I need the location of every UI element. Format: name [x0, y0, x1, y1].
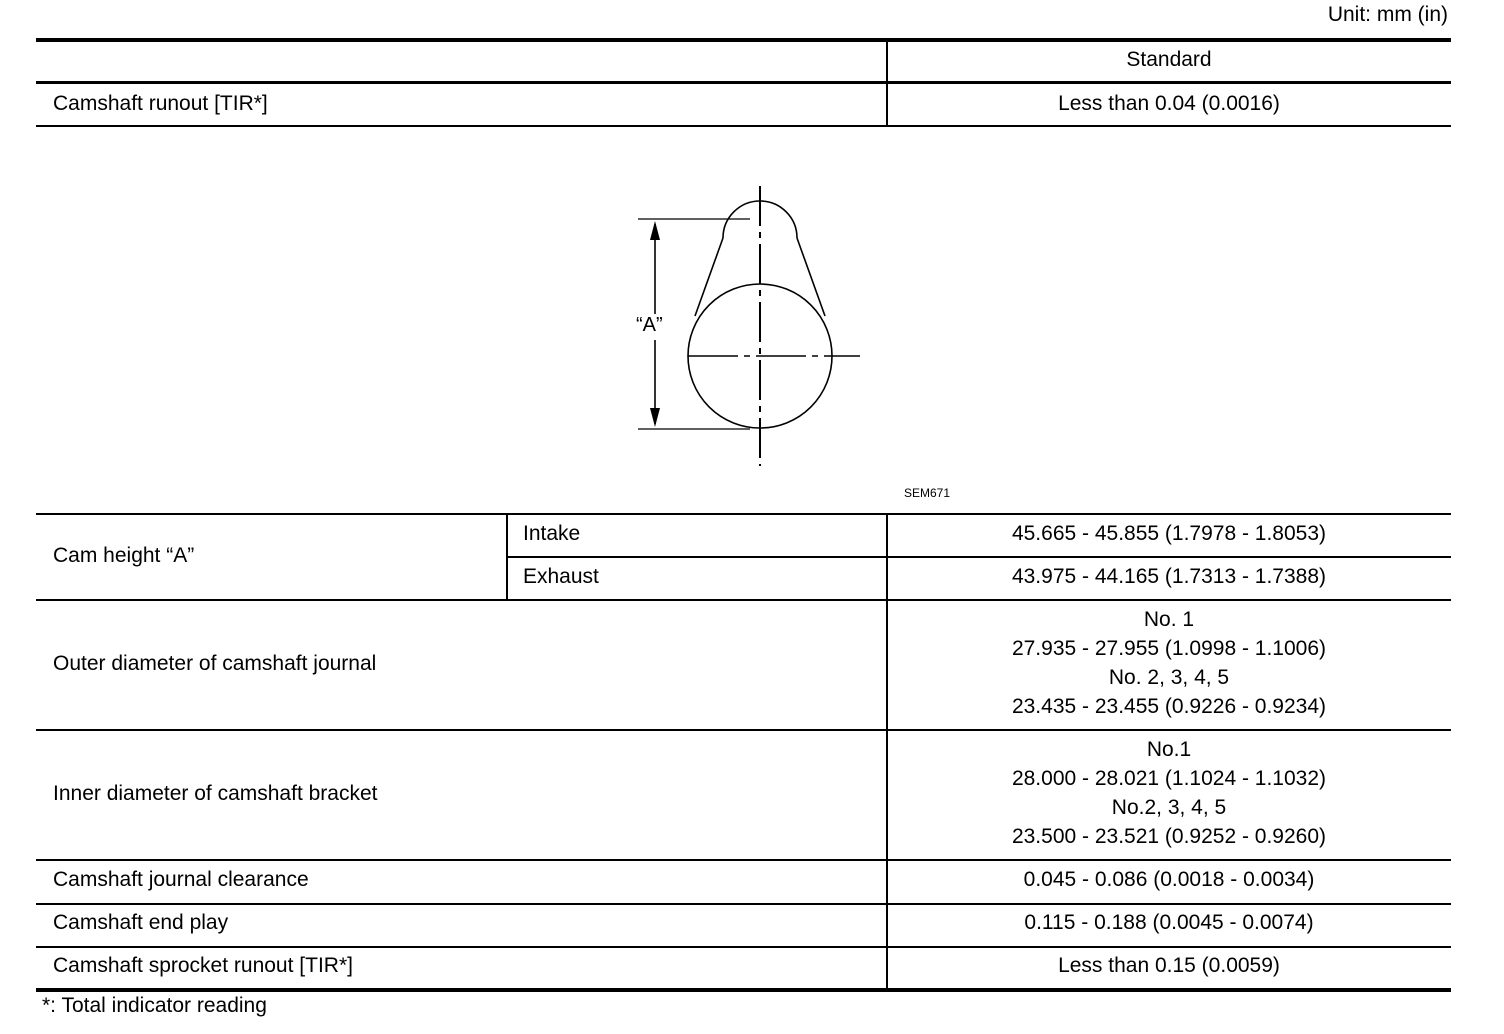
outer-diameter-value-block: [887, 605, 1451, 721]
inner-diameter-line: 23.500 - 23.521 (0.9252 - 0.9260): [1011, 825, 1327, 848]
end-play-label: Camshaft end play: [53, 911, 229, 934]
table1-top-rule: [36, 38, 1451, 42]
inner-diameter-line: No.1: [1146, 738, 1192, 761]
cam-height-label: Cam height “A”: [53, 544, 195, 567]
exhaust-label: Exhaust: [523, 565, 599, 588]
end-play-value: 0.115 - 0.188 (0.0045 - 0.0074): [1024, 911, 1314, 934]
exhaust-value: 43.975 - 44.165 (1.7313 - 1.7388): [1011, 565, 1327, 588]
outer-diameter-label: Outer diameter of camshaft journal: [53, 652, 377, 675]
outer-diameter-line: 27.935 - 27.955 (1.0998 - 1.1006): [1011, 637, 1327, 660]
table1-row-label: Camshaft runout [TIR*]: [53, 92, 268, 115]
table2-rule-outer: [36, 729, 1451, 731]
table1-header-rule: [36, 81, 1451, 84]
table1-header-standard: Standard: [1126, 48, 1212, 71]
table2-rule-intake: [506, 556, 1451, 558]
table1-bottom-rule: [36, 125, 1451, 127]
table2-rule-clearance: [36, 903, 1451, 905]
table2-top-rule: [36, 513, 1451, 515]
outer-diameter-line: No. 2, 3, 4, 5: [1108, 666, 1230, 689]
table2-rule-cam-height: [36, 599, 1451, 601]
table2-rule-inner: [36, 859, 1451, 861]
inner-diameter-value-block: [887, 735, 1451, 851]
inner-diameter-line: 28.000 - 28.021 (1.1024 - 1.1032): [1011, 767, 1327, 790]
table2-cam-height-divider: [506, 515, 508, 600]
journal-clearance-value: 0.045 - 0.086 (0.0018 - 0.0034): [1023, 868, 1315, 891]
figure-code: SEM671: [904, 486, 951, 500]
dimension-label-a: “A”: [636, 314, 663, 336]
inner-diameter-line: No.2, 3, 4, 5: [1111, 796, 1227, 819]
unit-label: Unit: mm (in): [1327, 3, 1448, 26]
cam-height-diagram: [600, 180, 890, 485]
intake-value: 45.665 - 45.855 (1.7978 - 1.8053): [1011, 522, 1327, 545]
table2-rule-endplay: [36, 946, 1451, 948]
outer-diameter-line: 23.435 - 23.455 (0.9226 - 0.9234): [1011, 695, 1327, 718]
sprocket-runout-value: Less than 0.15 (0.0059): [1058, 954, 1280, 977]
table2-bottom-rule: [36, 988, 1451, 992]
footnote: *: Total indicator reading: [42, 994, 267, 1017]
inner-diameter-label: Inner diameter of camshaft bracket: [53, 782, 378, 805]
sprocket-runout-label: Camshaft sprocket runout [TIR*]: [53, 954, 353, 977]
journal-clearance-label: Camshaft journal clearance: [53, 868, 309, 891]
intake-label: Intake: [523, 522, 581, 545]
outer-diameter-line: No. 1: [1143, 608, 1195, 631]
table1-row-value: Less than 0.04 (0.0016): [1058, 92, 1280, 115]
